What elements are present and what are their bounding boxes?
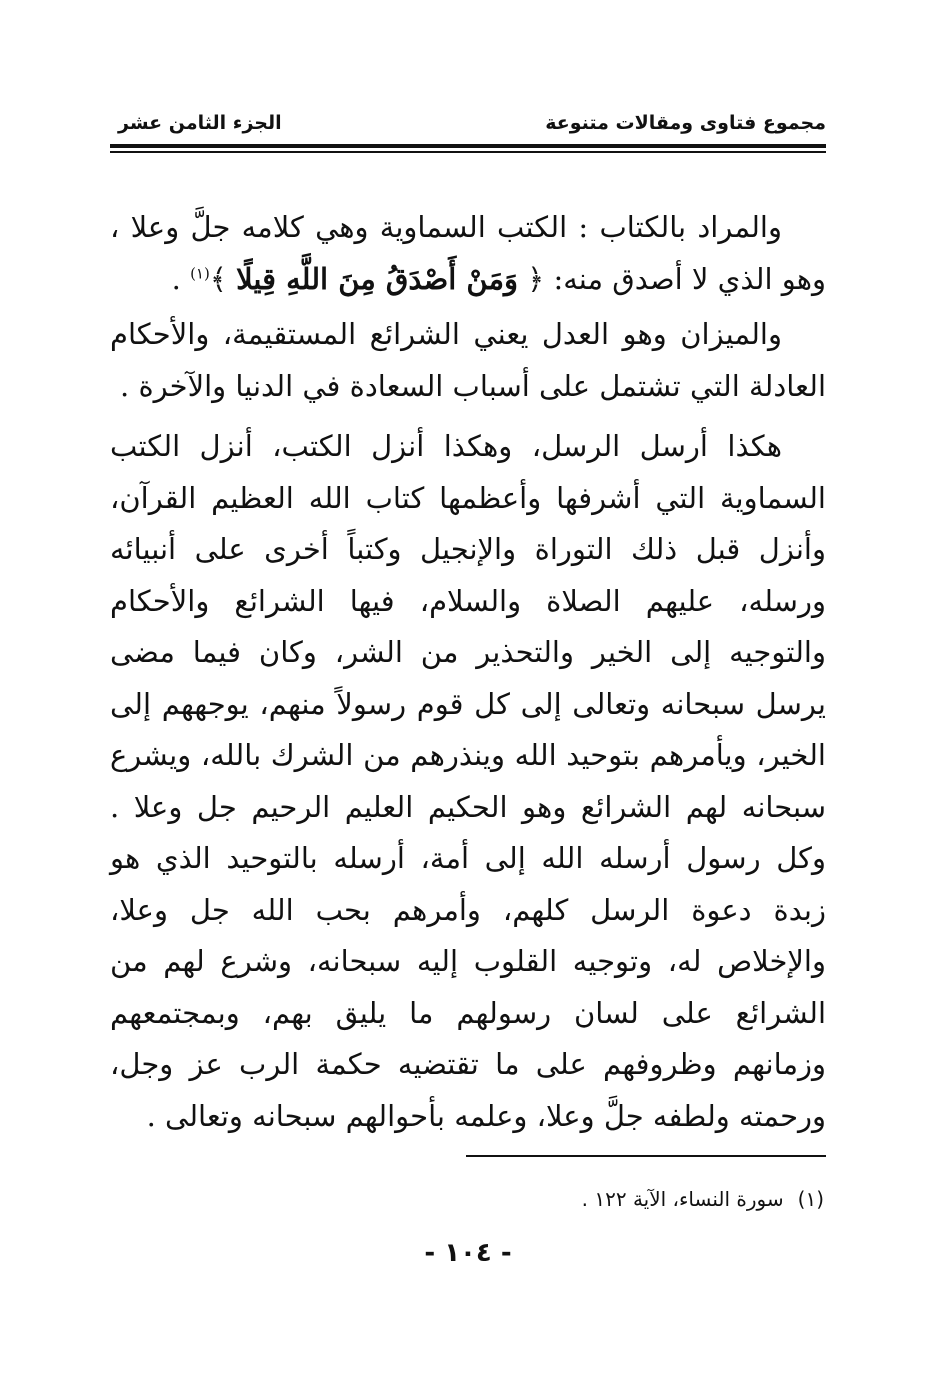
- footnote: [582, 1187, 824, 1211]
- quran-brace-open: ﴿: [527, 261, 545, 296]
- footnote-separator: [466, 1155, 826, 1157]
- paragraph-3: هكذا أرسل الرسل، وهكذا أنزل الكتب، أنزل الكتب السماوية التي أشرفها وأعظمها كتاب الله العظيم القرآن، وأنزل قبل ذلك التوراة والإنجيل وكتباً أخرى على أنبيائه ورسله، عليهم الصلاة والسلام، فيها الشرائع والأحكام والتوجيه إلى الخير والتحذير من الشر، وكان فيما مضى يرسل سبحانه وتعالى إلى كل قوم رسولاً منهم، يوجههم إلى الخير، ويأمرهم بتوحيد الله وينذرهم من الشرك بالله، ويشرع سبحانه لهم الشرائع وهو الحكيم العليم الرحيم جل وعلا . وكل رسول أرسله الله إلى أمة، أرسله بالتوحيد الذي هو زبدة دعوة الرسل كلهم، وأمرهم بحب الله جل وعلا، والإخلاص له، وتوجيه القلوب إليه سبحانه، وشرع لهم من الشرائع على لسان رسولهم ما يليق بهم، وبمجتمعهم وزمانهم وظروفهم على ما تقتضيه حكمة الرب عز وجل، ورحمته ولطفه جلَّ وعلا، وعلمه بأحوالهم سبحانه وتعالى .: [110, 429, 826, 1133]
- book-page: [110, 110, 826, 1310]
- volume-label: الجزء الثامن عشر: [118, 112, 282, 134]
- book-title: مجموع فتاوى ومقالات متنوعة: [545, 112, 826, 134]
- paragraph-1-end: .: [171, 261, 181, 296]
- quran-brace-close: ﴾: [209, 261, 227, 296]
- paragraph-1-text: والمراد بالكتاب : الكتب السماوية وهي كلامه جلَّ وعلا ، وهو الذي لا أصدق منه:: [110, 210, 826, 296]
- header-rule-thin: [110, 151, 826, 153]
- page-number: - ١٠٤ -: [424, 1238, 512, 1268]
- header-rule-thick: [110, 144, 826, 148]
- footnote-text: سورة النساء، الآية ١٢٢ .: [581, 1187, 784, 1211]
- quran-quote: وَمَنْ أَصْدَقُ مِنَ اللَّهِ قِيلًا: [236, 261, 519, 296]
- paragraph-1: [110, 202, 826, 305]
- running-header: [110, 110, 826, 140]
- footnote-reference: (١): [190, 263, 210, 282]
- paragraph-2: والميزان وهو العدل يعني الشرائع المستقيمة، والأحكام العادلة التي تشتمل على أسباب السعادة في الدنيا والآخرة .: [110, 317, 826, 403]
- body-text: [110, 202, 826, 1151]
- footnote-number: (١): [797, 1187, 824, 1211]
